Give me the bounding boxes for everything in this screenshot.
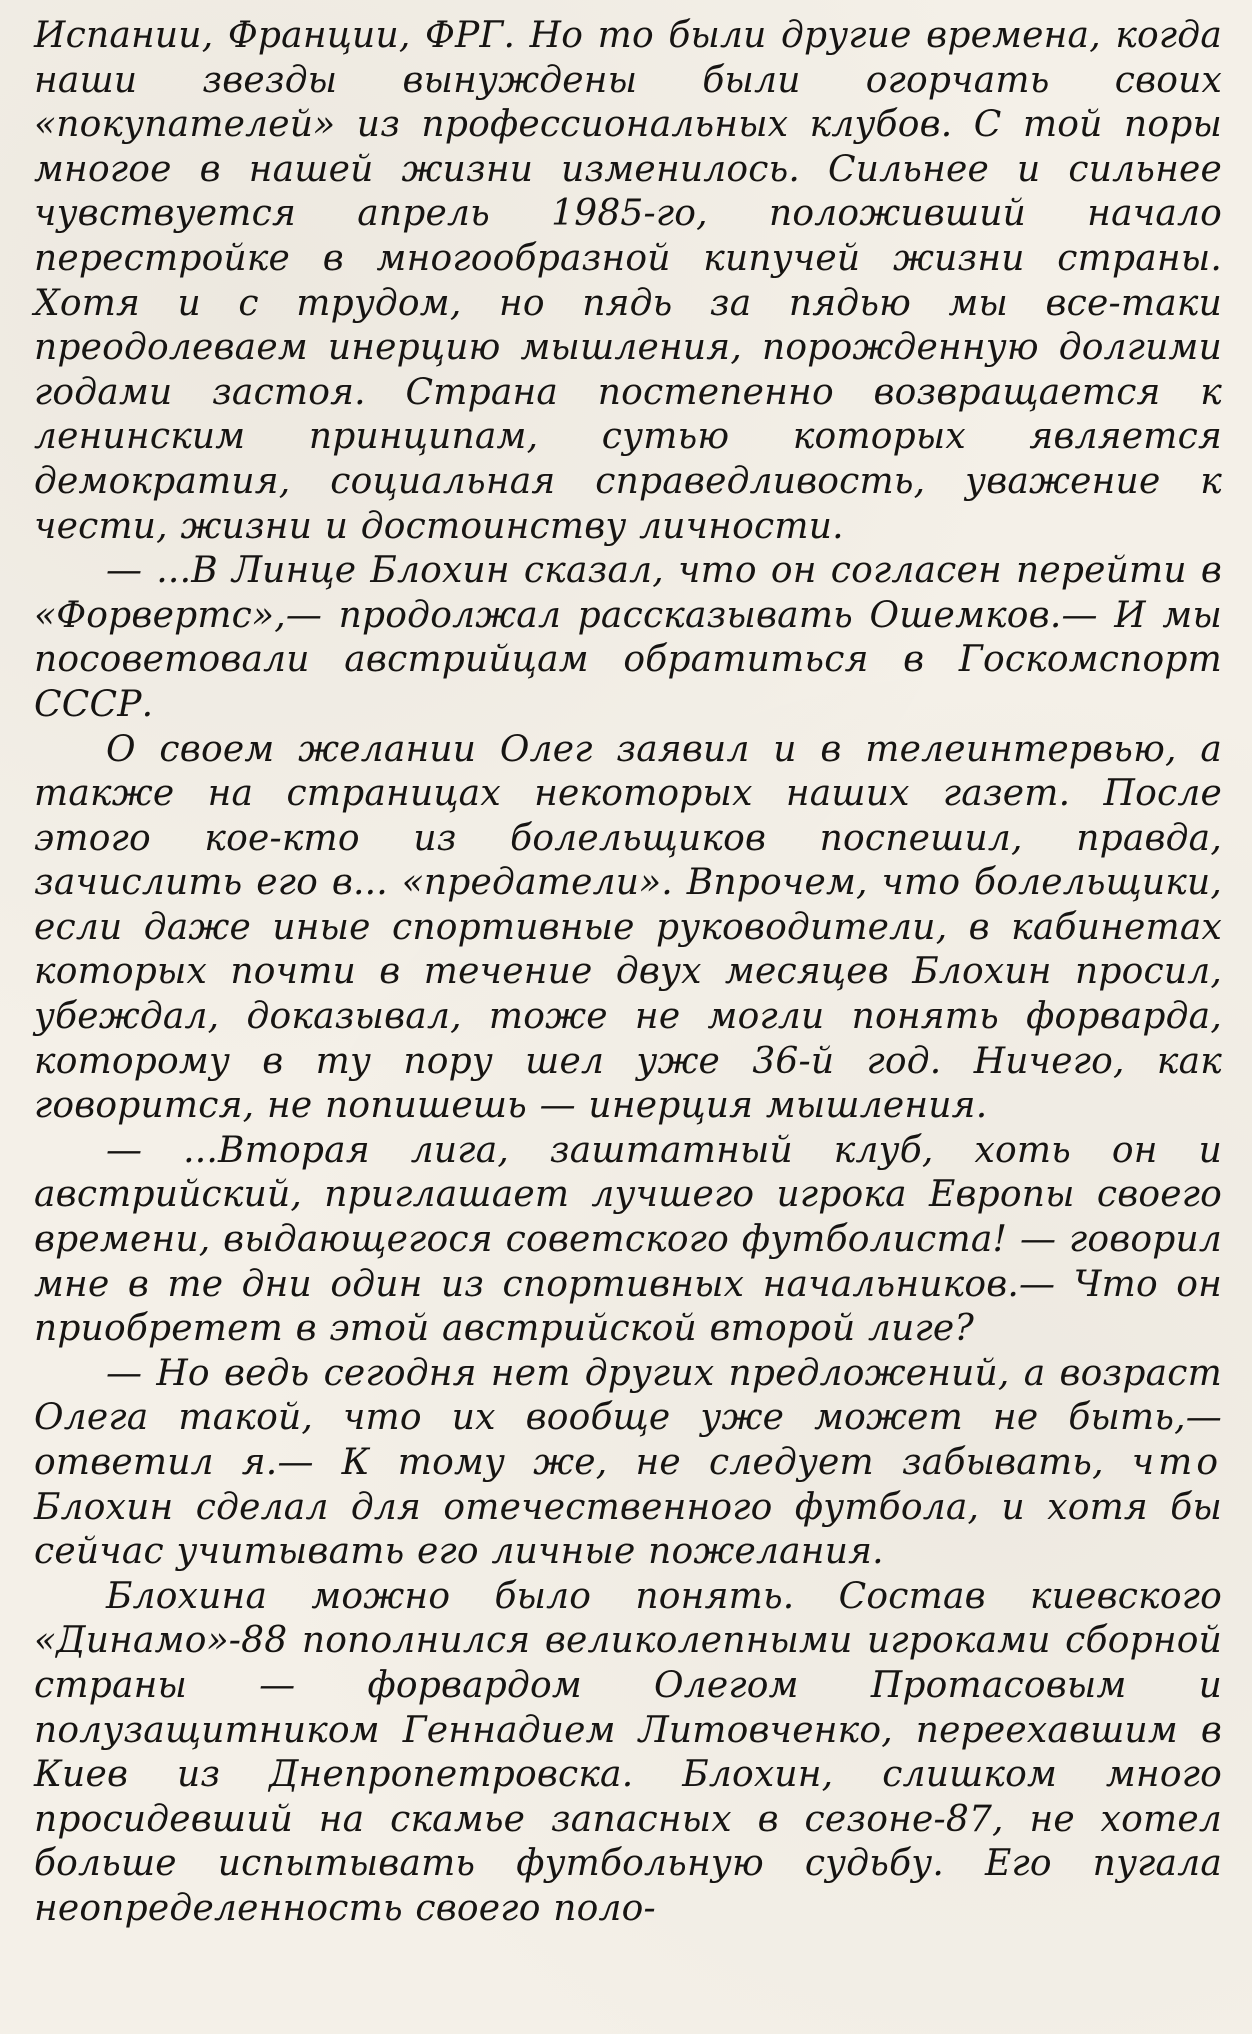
paragraph-5-spaced-word: что: [1131, 1442, 1222, 1483]
paragraph-6: Блохина можно было понять. Состав киевского «Динамо»-88 пополнился великолепными игроками сборной страны — форвардом Олегом Протасовым и полузащитником Геннадием Литовченко, переехавшим в Киев из Днепропетровска. Блохин, слишком много просидевший на скамье запасных в сезоне-87, не хотел больше испытывать футбольную судьбу. Его пугала неопределенность своего поло-: [34, 1575, 1222, 1929]
paragraph-5-end: Блохин сделал для отечественного футбола, и хотя бы сейчас учитывать его личные пожелания.: [34, 1486, 1222, 1573]
paragraph-3: О своем желании Олег заявил и в телеинтервью, а также на страницах некоторых наших газет. После этого кое-кто из болельщиков поспешил, правда, зачислить его в... «предатели». Впрочем, что болельщики, если даже иные спортивные руководители, в кабинетах которых почти в течение двух месяцев Блохин просил, убеждал, доказывал, тоже не могли понять форварда, которому в ту пору шел уже 36-й год. Ничего, как говорится, не попишешь — инерция мышления.: [34, 728, 1222, 1127]
paragraph-5-start: — Но ведь сегодня нет других предложений, а возраст Олега такой, что их вообще уже может не быть,— ответил я.— К тому же, не следует забывать,: [34, 1352, 1222, 1483]
paragraph-2: — ...В Линце Блохин сказал, что он согласен перейти в «Форвертс»,— продолжал рассказывать Ошемков.— И мы посоветовали австрийцам обратиться в Госкомспорт СССР.: [34, 550, 1222, 725]
paragraph-4: — ...Вторая лига, заштатный клуб, хоть он и австрийский, приглашает лучшего игрока Европы своего времени, выдающегося советского футболиста! — говорил мне в те дни один из спортивных начальников.— Что он приобретет в этой австрийской второй лиге?: [34, 1129, 1222, 1350]
paragraph-5: [34, 1352, 1222, 1575]
paragraph-1: Испании, Франции, ФРГ. Но то были другие времена, когда наши звезды вынуждены были огорчать своих «покупателей» из профессиональных клубов. С той поры многое в нашей жизни изменилось. Сильнее и сильнее чувствуется апрель 1985-го, положивший начало перестройке в многообразной кипучей жизни страны. Хотя и с трудом, но пядь за пядью мы все-таки преодолеваем инерцию мышления, порожденную долгими годами застоя. Страна постепенно возвращается к ленинским принципам, сутью которых является демократия, социальная справедливость, уважение к чести, жизни и достоинству личности.: [34, 15, 1222, 547]
